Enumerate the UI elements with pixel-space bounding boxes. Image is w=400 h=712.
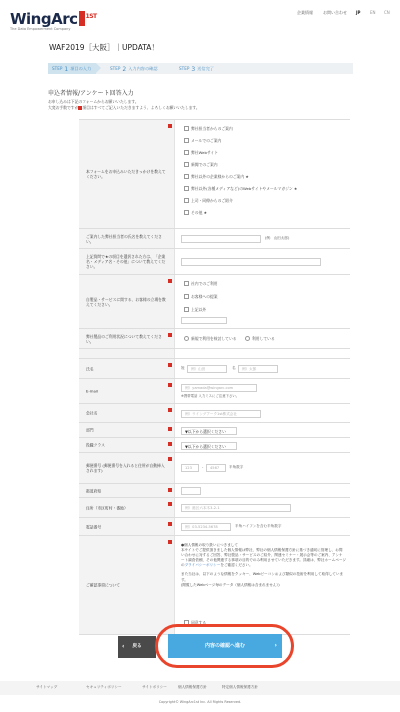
application-form <box>79 119 350 625</box>
checkbox-option[interactable]: 弊社担当者からのご案内 <box>184 126 233 131</box>
checkbox-option[interactable]: 弊社Webサイト <box>184 150 218 155</box>
zip-first-input[interactable]: 123 <box>181 464 199 472</box>
first-name-input[interactable]: 例）太郎 <box>238 365 278 373</box>
checkbox-option[interactable]: その他 ★ <box>184 210 207 215</box>
form-row-privacy: ご確認事項について ●個人情報の取り扱いにつきまして 本サイトでご提供頂きました個人情報は弊社、弊社の個人情報保護方針に基づき適切に管理し、お問い合わせに対するご回答、弊社製品・サービスのご紹介、関連セミナー・展示会等のご案内、アンケート調査依頼、その他関連する事項の目的でのみ利用させていただきます。詳細は、弊社ホームページのプライバシーポリシーをご確認ください。 また当社は、以下のような情報をクッキー、Webビーコンおよび類似の技術を利用して取得しています。 (閲覧したWebページ毎のデータ（個人情報は含まれません）) 同意する <box>79 536 350 635</box>
footer-nav <box>0 681 400 695</box>
nav-company-info[interactable]: 企業情報 <box>297 10 313 15</box>
form-row-source-detail: 上記質問で★の項目を選択された方は、「企業名・メディア名・その他」について教えてください。 <box>79 249 350 275</box>
required-icon <box>168 442 172 446</box>
footer-privacy[interactable]: 個人情報保護方針 <box>178 685 207 689</box>
required-icon <box>168 279 172 283</box>
footer-sitemap[interactable]: サイトマップ <box>36 685 58 689</box>
checkbox-option[interactable]: 弊社以外(各種メディアなど)のWebサイトやメールマガジン ★ <box>184 186 297 191</box>
lang-en[interactable]: EN <box>370 10 376 15</box>
logo-tagline: The Data Empowerment Company <box>10 27 71 31</box>
form-row-name: 氏名 姓 例）山田 名 例）太郎 <box>79 359 350 379</box>
agree-checkbox[interactable]: 同意する <box>184 620 206 625</box>
radio-using[interactable]: 利用している <box>245 336 275 341</box>
copyright: Copyright© WingArc1st Inc. All Rights Reserved. <box>158 700 242 704</box>
radio-new[interactable]: 新規で利用を検討している <box>184 336 237 341</box>
form-row-dept: 部門 ▼以下から選択ください <box>79 423 350 438</box>
footer-security[interactable]: セキュリティポリシー <box>86 685 122 689</box>
checkbox-option[interactable]: 上司・同僚からのご紹介 <box>184 198 233 203</box>
form-row-trigger: 本フォームをお申込みいただきっかけを教えてください。 弊社担当者からのご案内 メールでのご案内 弊社Webサイト 新聞でのご案内 弊社以外の企業様からのご案内 ★ 弊社以外(各種メディアなど)のWebサイトやメールマガジン ★ 上司・同僚からのご紹介 その他 ★ <box>79 120 350 229</box>
required-icon <box>168 457 172 461</box>
wingarc-logo[interactable]: WingArc $^{1ST}$ <box>10 10 97 28</box>
form-note-1: お申し込みは下記のフォームからお願いいたします。 <box>48 99 139 104</box>
back-button[interactable]: ‹ 戻る <box>118 636 156 658</box>
footer-specific-privacy[interactable]: 特定個人情報保護方針 <box>222 685 258 689</box>
form-row-position: 自製品・サービスに関する、お客様の立場を教えてください。 社内でのご利用 お客様への提案 上記以外 <box>79 275 350 329</box>
last-name-input[interactable]: 例）山田 <box>187 365 227 373</box>
privacy-policy-link[interactable]: プライバシーポリシー <box>184 563 221 568</box>
required-icon <box>168 408 172 412</box>
page-title: WAF2019［大阪］｜UPDATA！ <box>49 43 159 52</box>
required-icon <box>168 502 172 506</box>
required-icon <box>168 488 172 492</box>
source-detail-input[interactable] <box>181 258 321 266</box>
email-input[interactable]: 例）yamada@wingarc.com <box>181 384 257 392</box>
chevron-right-icon: › <box>274 642 277 649</box>
form-row-email: E-mail 例）yamada@wingarc.com ※携帯電話 入力ミスにご注意下さい。 <box>79 379 350 404</box>
prefecture-select[interactable] <box>181 487 201 495</box>
form-row-usage: 弊社製品のご利用状況について教えてください。 新規で利用を検討している 利用している <box>79 329 350 349</box>
form-row-zip: 郵便番号 (郵便番号を入れると住所が自動挿入されます) 123 - 4567 半角数字 <box>79 453 350 484</box>
form-row-address: 住所（市区町村・番地） 例）港区六本木3-2-1 <box>79 498 350 518</box>
checkbox-option[interactable]: 新聞でのご案内 <box>184 162 218 167</box>
checkbox-option[interactable]: 弊社以外の企業様からのご案内 ★ <box>184 174 249 179</box>
checkbox-option[interactable]: お客様への提案 <box>184 294 218 299</box>
required-icon <box>168 383 172 387</box>
zip-second-input[interactable]: 4567 <box>206 464 226 472</box>
form-row-staff-name: ご案内した弊社担当者の氏名を教えてください。 (例：山田太郎) <box>79 229 350 249</box>
checkbox-option[interactable]: 上記以外 <box>184 307 206 312</box>
step-indicator <box>48 63 353 74</box>
step-2: STEP 2 入力内容の確認 <box>110 66 158 73</box>
dept-select[interactable]: ▼以下から選択ください <box>181 427 237 435</box>
phone-input[interactable]: 例）03-5234-5678 <box>181 523 231 531</box>
checkbox-option[interactable]: メールでのご案内 <box>184 138 221 143</box>
address-input[interactable]: 例）港区六本木3-2-1 <box>181 504 291 512</box>
section-title: 申込者情報/アンケート回答入力 <box>48 90 134 97</box>
step-1: STEP 1 項目の入力 <box>48 63 96 74</box>
confirm-button[interactable]: 内容の確認へ進む › <box>168 634 282 658</box>
form-note-2: 大変お手数ですが 項目はすべてご記入いただきますよう、よろしくお願いいたします。 <box>48 105 200 110</box>
form-row-position-class: 役職クラス ▼以下から選択ください <box>79 438 350 453</box>
staff-name-hint: (例：山田太郎) <box>265 236 290 240</box>
required-icon <box>168 333 172 337</box>
step-3: STEP 3 送信完了 <box>179 66 214 73</box>
staff-name-input[interactable] <box>181 235 261 243</box>
required-icon <box>168 540 172 544</box>
phone-hint: 半角ハイフンを含む半角数字 <box>235 524 282 528</box>
lang-jp[interactable]: JP <box>356 10 361 15</box>
nav-contact[interactable]: お問い合わせ <box>323 10 347 15</box>
email-hint: ※携帯電話 入力ミスにご注意下さい。 <box>181 394 240 398</box>
required-icon <box>168 124 172 128</box>
form-row-phone: 電話番号 例）03-5234-5678 半角ハイフンを含む半角数字 <box>79 518 350 536</box>
lang-cn[interactable]: CN <box>384 10 390 15</box>
form-row-company: 会社名 例）ウイングアーク1st株式会社 <box>79 404 350 423</box>
form-row-prefecture: 都道府県 <box>79 484 350 498</box>
form-row-spacer <box>79 349 350 359</box>
required-icon <box>168 363 172 367</box>
required-icon <box>168 522 172 526</box>
company-input[interactable]: 例）ウイングアーク1st株式会社 <box>181 410 261 418</box>
position-select[interactable]: ▼以下から選択ください <box>181 442 237 450</box>
privacy-text: ●個人情報の取り扱いにつきまして 本サイトでご提供頂きました個人情報は弊社、弊社の個人情報保護方針に基づき適切に管理し、お問い合わせに対するご回答、弊社製品・サービスのご紹介、関連セミナー・展示会等のご案内、アンケート調査依頼、その他関連する事項の目的でのみ利用させていただきます。詳細は、弊社ホームページのプライバシーポリシーをご確認ください。 また当社は、以下のような情報をクッキー、Webビーコンおよび類似の技術を利用して取得しています。 (閲覧したWebページ毎のデータ（個人情報は含まれません）) <box>181 543 346 587</box>
checkbox-option[interactable]: 社内でのご利用 <box>184 281 218 286</box>
other-input[interactable] <box>181 317 227 324</box>
highlight-circle <box>155 624 294 668</box>
required-icon <box>168 427 172 431</box>
footer-sitepolicy[interactable]: サイトポリシー <box>142 685 167 689</box>
